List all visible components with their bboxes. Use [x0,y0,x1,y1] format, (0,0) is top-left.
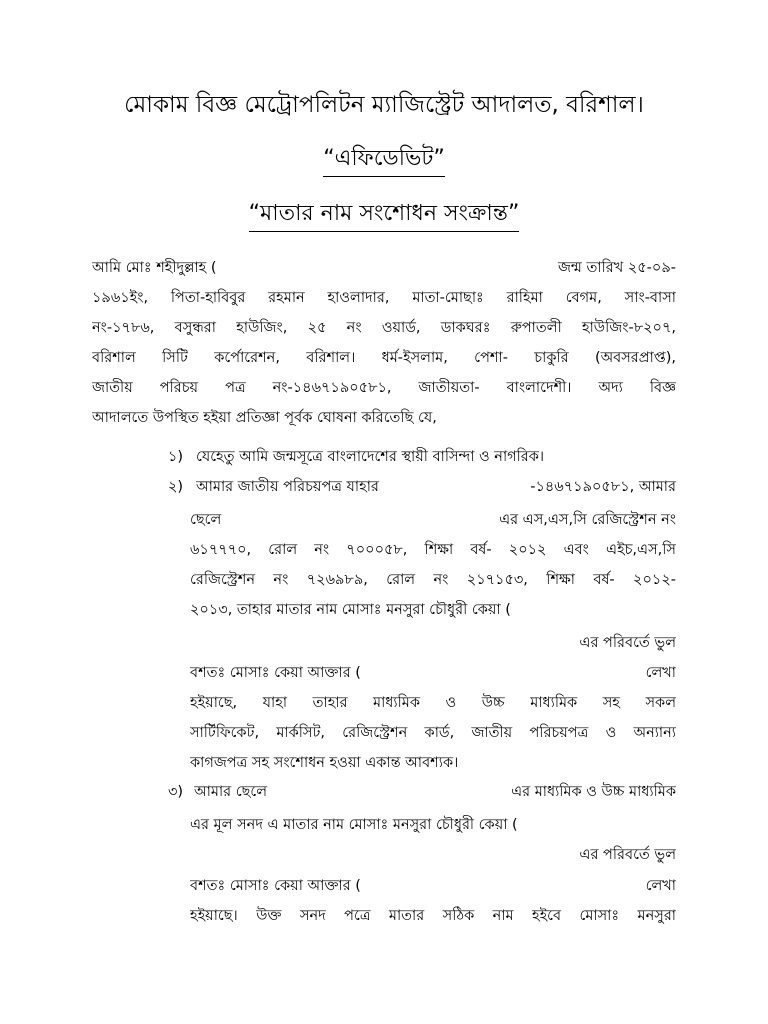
item-2-line-9: সার্টিফিকেট, মার্কসিট, রেজিস্ট্রেশন কার্ড, জাতীয় পরিচয়পত্র ও অন্যান্য [190,725,676,741]
item-3-number: ৩) [168,784,184,800]
intro-line-1-left: আমি মোঃ শহীদুল্লাহ ( [92,260,217,276]
intro-line-4: বরিশাল সিটি কর্পোরেশন, বরিশাল। ধর্ম-ইসলাম, পেশা- চাকুরি (অবসরপ্রাপ্ত), [92,350,676,366]
item-2-line-7-right: লেখা [645,665,676,681]
intro-line-2: ১৯৬১ইং, পিতা-হাবিবুর রহমান হাওলাদার, মাতা-মোছাঃ রাহিমা বেগম, সাং-বাসা [92,290,676,306]
item-2-number: ২) [168,479,184,495]
item-2-line-2-right: এর এস,এস,সি রেজিস্ট্রেশন নং [499,512,676,528]
intro-line-5: জাতীয় পরিচয় পত্র নং-১৪৬৭১৯০৫৮১, জাতীয়তা- বাংলাদেশী। অদ্য বিজ্ঞ [92,380,676,396]
item-2-line-8: হইয়াছে, যাহা তাহার মাধ্যমিক ও উচ্চ মাধ্যমিক সহ সকল [190,695,676,711]
item-2-line-1-right: -১৪৬৭১৯০৫৮১, আমার [530,479,676,495]
document-type-text: “এফিডেভিট” [323,143,445,177]
item-3-line-4-right: লেখা [645,878,676,894]
intro-line-6: আদালতে উপস্থিত হইয়া প্রতিজ্ঞা পূর্বক ঘোষনা করিতেছি যে, [92,410,437,426]
item-3-line-1-left: আমার ছেলে [194,784,268,800]
item-2-line-2-left: ছেলে [190,512,222,528]
item-2-line-5: ২০১৩, তাহার মাতার নাম মোসাঃ মনসুরা চৌধুরী কেয়া ( [190,602,511,618]
item-2-line-3: ৬১৭৭৭০, রোল নং ৭০০০৫৮, শিক্ষা বর্ষ- ২০১২ এবং এইচ,এস,সি [190,542,676,558]
item-1-text: যেহেতু আমি জন্মসূত্রে বাংলাদেশের স্থায়ী বাসিন্দা ও নাগরিক। [196,449,545,465]
intro-line-1-right: জন্ম তারিখ ২৫-০৯- [557,260,676,276]
document-subject [0,198,768,232]
document-subject-text: “মাতার নাম সংশোধন সংক্রান্ত” [249,198,520,232]
document-type [0,143,768,177]
item-3-line-1-right: এর মাধ্যমিক ও উচ্চ মাধ্যমিক [511,784,676,800]
item-3-line-4-left: বশতঃ মোসাঃ কেয়া আক্তার ( [190,878,361,894]
court-title [0,88,768,122]
item-2-line-6: এর পরিবর্তে ভুল [579,635,676,651]
item-2-line-1-left: আমার জাতীয় পরিচয়পত্র যাহার [196,479,379,495]
item-2-line-7-left: বশতঃ মোসাঃ কেয়া আক্তার ( [190,665,361,681]
item-3-line-2: এর মূল সনদ এ মাতার নাম মোসাঃ মনসুরা চৌধুরী কেয়া ( [190,817,518,833]
item-1-number: ১) [168,449,184,465]
item-3-line-3: এর পরিবর্তে ভুল [579,847,676,863]
item-2-line-10: কাগজপত্র সহ সংশোধন হওয়া একান্ত আবশ্যক। [190,755,459,771]
court-title-text: মোকাম বিজ্ঞ মেট্রোপলিটন ম্যাজিস্ট্রেট আদালত, বরিশাল। [124,92,644,118]
item-3-line-5: হইয়াছে। উক্ত সনদ পত্রে মাতার সঠিক নাম হইবে মোসাঃ মনসুরা [190,908,676,924]
item-2-line-4: রেজিস্ট্রেশন নং ৭২৬৯৮৯, রোল নং ২১৭১৫৩, শিক্ষা বর্ষ- ২০১২- [190,572,676,588]
intro-line-3: নং-১৭৮৬, বসুন্ধরা হাউজিং, ২৫ নং ওয়ার্ড, ডাকঘরঃ রুপাতলী হাউজিং-৮২০৭, [92,320,676,336]
